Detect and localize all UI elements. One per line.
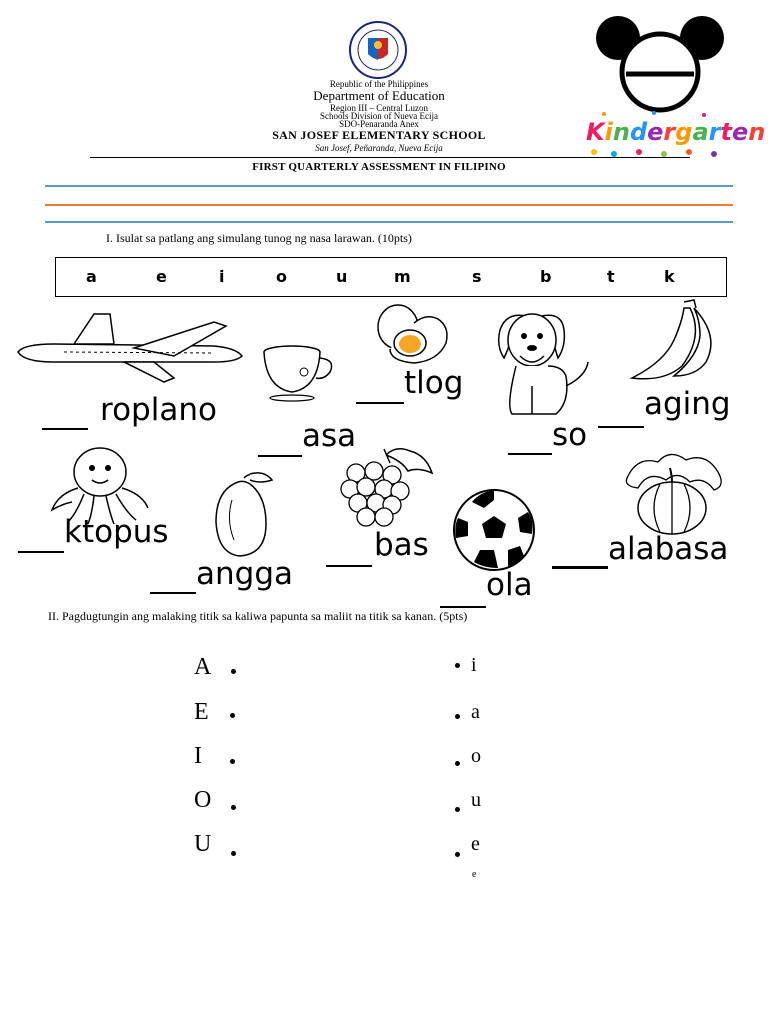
word-so: so [552, 417, 588, 453]
capital-letter: O [194, 787, 212, 813]
word-ola: ola [486, 567, 533, 603]
school-name: SAN JOSEF ELEMENTARY SCHOOL [272, 128, 486, 142]
letter-choice: o [276, 267, 287, 286]
egg-icon [370, 303, 462, 365]
letter-choice: i [219, 267, 225, 286]
word-tlog: tlog [404, 365, 464, 401]
school-address: San Josef, Peñaranda, Nueva Ecija [315, 143, 443, 153]
mango-icon [210, 470, 276, 558]
mickey-head-icon [596, 12, 724, 112]
assessment-title: FIRST QUARTERLY ASSESSMENT IN FILIPINO [252, 161, 506, 173]
small-letter: o [471, 745, 481, 767]
capital-letter: E [194, 699, 209, 725]
cup-icon [258, 344, 338, 402]
answer-blank[interactable] [508, 453, 552, 455]
answer-blank[interactable] [440, 606, 486, 608]
airplane-icon [14, 308, 246, 386]
word-asa: asa [302, 418, 357, 454]
answer-blank[interactable] [356, 402, 404, 404]
answer-blank[interactable] [18, 551, 64, 553]
capital-letter: I [194, 743, 202, 769]
word-alabasa: alabasa [608, 531, 729, 567]
letter-choice: s [472, 267, 482, 286]
match-dot-left[interactable] [231, 669, 236, 674]
letter-choice: e [156, 267, 167, 286]
answer-blank[interactable] [598, 426, 644, 428]
grapes-icon [336, 445, 440, 533]
guide-line-blue-bottom [45, 221, 733, 223]
match-dot-left[interactable] [230, 713, 235, 718]
small-letter: i [471, 654, 477, 676]
small-letter: e [471, 833, 480, 855]
department-text: Department of Education [313, 88, 445, 103]
letter-choice: k [664, 267, 675, 286]
deped-seal [348, 20, 408, 80]
small-letter: a [471, 701, 480, 723]
small-letter: u [471, 789, 481, 811]
word-roplano: roplano [100, 392, 217, 428]
match-dot-right[interactable] [455, 714, 460, 719]
letter-choice: a [86, 267, 97, 286]
match-dot-left[interactable] [231, 851, 236, 856]
guide-line-orange [45, 204, 733, 206]
answer-blank[interactable] [552, 566, 608, 569]
svg-text:Kindergarten: Kindergarten [586, 118, 766, 146]
match-dot-left[interactable] [230, 759, 235, 764]
answer-blank[interactable] [258, 455, 302, 457]
dog-icon [486, 306, 596, 420]
letter-choice: u [336, 267, 348, 286]
region-text: Region III – Central Luzon [330, 103, 428, 113]
letter-choice: b [540, 267, 552, 286]
letter-choice: t [607, 267, 615, 286]
answer-blank[interactable] [326, 565, 372, 567]
match-dot-right[interactable] [455, 852, 460, 857]
answer-blank[interactable] [42, 428, 88, 430]
letter-choice: m [394, 267, 411, 286]
sdo-text: SDO-Penaranda Anex [339, 119, 419, 129]
letter-choices-box [55, 257, 727, 297]
answer-blank[interactable] [150, 592, 196, 594]
guide-line-blue-top [45, 185, 733, 187]
match-dot-left[interactable] [231, 805, 236, 810]
banana-icon [624, 296, 726, 382]
section1-instruction: I. Isulat sa patlang ang simulang tunog ng nasa larawan. (10pts) [106, 231, 412, 245]
division-text: Schools Division of Nueva Ecija [320, 111, 438, 121]
capital-letter: U [194, 831, 212, 857]
word-ktopus: ktopus [64, 514, 169, 550]
word-bas: bas [374, 527, 429, 563]
kindergarten-logo [584, 108, 766, 160]
stray-letter: e [472, 869, 477, 880]
capital-letter: A [194, 654, 212, 680]
match-dot-right[interactable] [455, 807, 460, 812]
republic-text: Republic of the Philippines [329, 79, 429, 89]
word-aging: aging [644, 386, 731, 422]
soccer-ball-icon [452, 488, 536, 572]
match-dot-right[interactable] [455, 663, 460, 668]
section2-instruction: II. Pagdugtungin ang malaking titik sa kaliwa papunta sa maliit na titik sa kanan. (5pts) [48, 609, 468, 623]
word-angga: angga [196, 556, 293, 592]
pumpkin-icon [618, 446, 728, 536]
match-dot-right[interactable] [455, 761, 460, 766]
